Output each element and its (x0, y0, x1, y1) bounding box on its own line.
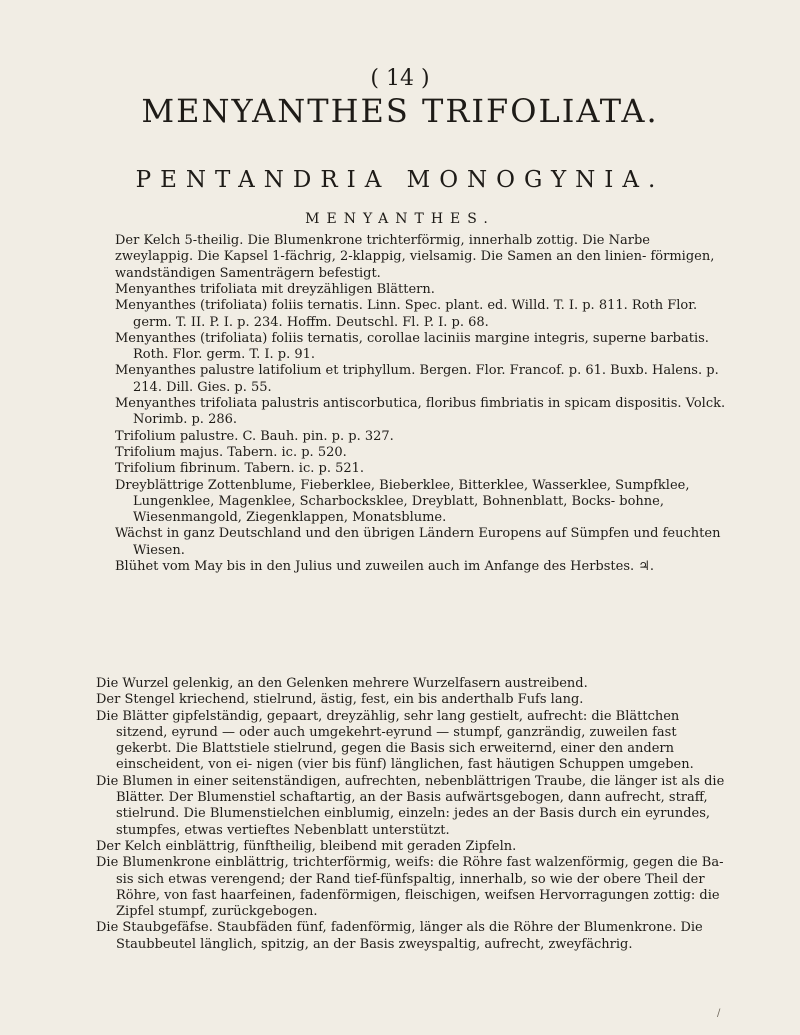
flowering-time-line: Blühet vom May bis in den Julius und zuweilen auch im Anfange des Herbstes. ♃. (115, 559, 655, 575)
synonymy-section (115, 282, 727, 575)
synonym-line: Menyanthes palustre latifolium et triphyllum. Bergen. Flor. Francof. p. 61. Buxb. Halens. p. 214. Dill. Gies. p. 55. (115, 363, 719, 395)
synonym-line: Trifolium palustre. C. Bauh. pin. p. p. 327. (115, 428, 394, 444)
synonym-line: Menyanthes trifoliata palustris antiscorbutica, floribus fimbriatis in spicam dispositis. Volck. Norimb. p. 286. (115, 396, 726, 428)
synonym-line: Menyanthes (trifoliata) foliis ternatis. Linn. Spec. plant. ed. Willd. T. I. p. 811. Roth Flor. germ. T. II. P. I. p. 234. Hoffm. Deutschl. Fl. P. I. p. 68. (115, 298, 698, 330)
genus-characters-paragraph: Der Kelch 5-theilig. Die Blumenkrone trichterförmig, innerhalb zottig. Die Narbe zweylappig. Die Kapsel 1-fächrig, 2-klappig, vielsamig. Die Samen an den linien- förmigen, wandständigen Samenträgern befestigt. (115, 233, 715, 281)
common-names: Dreyblättrige Zottenblume, Fieberklee, Bieberklee, Bitterklee, Wasserklee, Sumpfklee, Lungenklee, Magenklee, Scharbocksklee, Dreyblatt, Bohnenblatt, Bocks- bohne, Wiesenmangold, Ziegenklappen, Monatsblume. (115, 477, 690, 526)
margin-mark: / (717, 1008, 721, 1019)
synonym-line: Trifolium majus. Tabern. ic. p. 520. (115, 444, 347, 460)
description-flowers: Die Blumen in einer seitenständigen, aufrechten, nebenblättrigen Traube, die länger ist als die Blätter. Der Blumenstiel schaftartig, an der Basis aufwärtsgebogen, dann aufrecht, straff, stielrund. Die Blumenstielchen einblumig, einzeln: jedes an der Basis durch ein eyrundes, stumpfes, etwas vertieftes Nebenblatt unterstützt. (96, 773, 725, 838)
class-heading: PENTANDRIA MONOGYNIA. (135, 167, 665, 193)
synonym-line: Menyanthes (trifoliata) foliis ternatis, corollae laciniis margine integris, superne barbatis. Roth. Flor. germ. T. I. p. 91. (115, 330, 709, 363)
description-corolla: Die Blumenkrone einblättrig, trichterförmig, weifs: die Röhre fast walzenförmig, gegen die Ba- sis sich etwas verengend; der Rand tief-fünfspaltig, innerhalb, so wie der obere Theil der Röhre, von fast haarfeinen, fadenförmigen, fleischigen, weifsen Hervorragungen zottig: die Zipfel stumpf, zurückgebogen. (96, 855, 724, 920)
synonym-line: Menyanthes trifoliata mit dreyzähligen Blättern. (115, 282, 435, 297)
page-number: ( 14 ) (370, 66, 430, 91)
genus-heading: MENYANTHES. (305, 211, 495, 227)
description-leaves: Die Blätter gipfelständig, gepaart, dreyzählig, sehr lang gestielt, aufrecht: die Blättchen sitzend, eyrund — oder auch umgekehrt-eyrund — stumpf, ganzrändig, zuweilen fast gekerbt. Die Blattstiele stielrund, gegen die Basis sich erweiternd, einer den andern einscheident, von ei- nigen (vier bis fünf) länglichen, fast häutigen Schuppen umgeben. (96, 708, 694, 773)
description-stamens: Die Staubgefäfse. Staubfäden fünf, fadenförmig, länger als die Röhre der Blumenkrone. Die Staubbeutel länglich, spitzig, an der Basis zweyspaltig, aufrecht, zweyfächrig. (96, 920, 703, 952)
description-stem: Der Stengel kriechend, stielrund, ästig, fest, ein bis anderthalb Fufs lang. (96, 692, 584, 708)
genus-description (115, 233, 727, 282)
habitat-line: Wächst in ganz Deutschland und den übrigen Ländern Europens auf Sümpfen und feuchten Wiesen. (115, 526, 721, 558)
synonym-line: Trifolium fibrinum. Tabern. ic. p. 521. (115, 461, 365, 477)
description-root: Die Wurzel gelenkig, an den Gelenken mehrere Wurzelfasern austreibend. (96, 676, 588, 691)
morphology-description (96, 676, 726, 953)
description-calyx: Der Kelch einblättrig, fünftheilig, bleibend mit geraden Zipfeln. (96, 838, 517, 854)
page-title: MENYANTHES TRIFOLIATA. (141, 92, 659, 130)
